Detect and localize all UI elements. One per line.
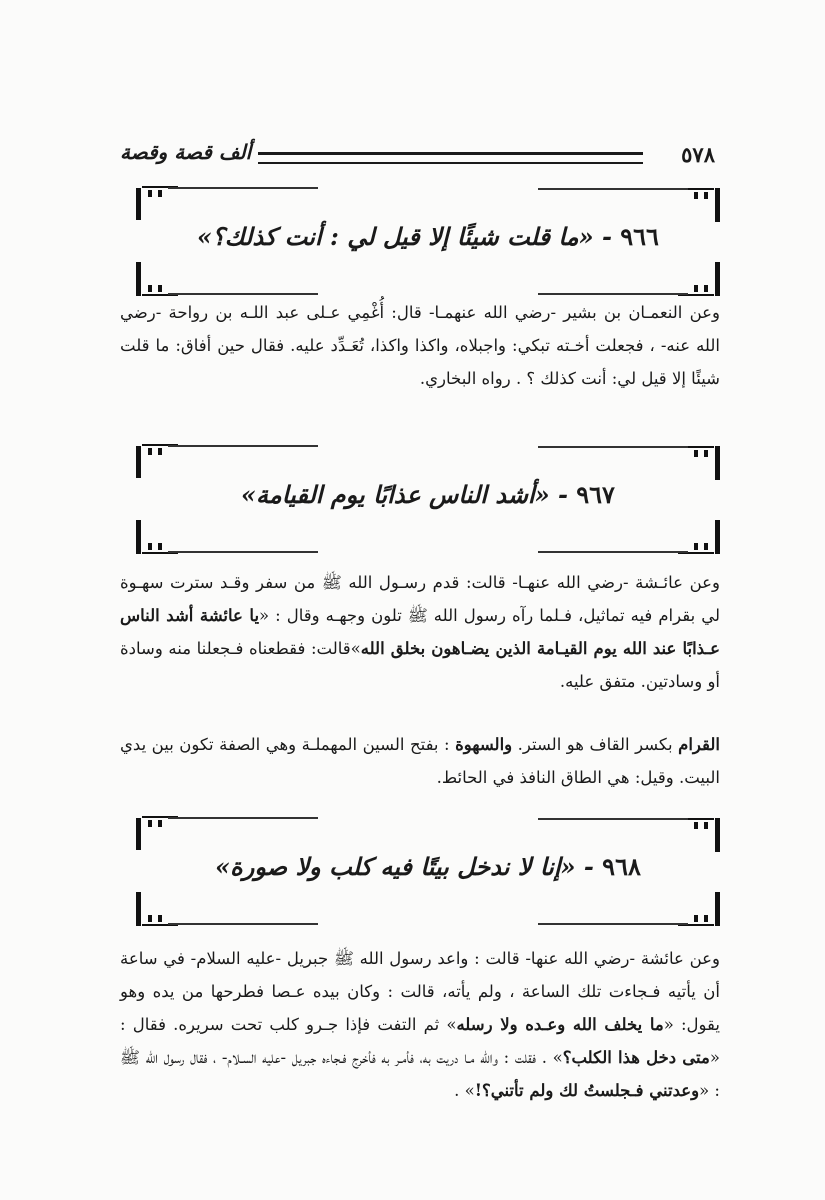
frame-corner-top-right (538, 812, 728, 854)
frame-corner-top-right (538, 440, 728, 482)
frame-corner-bottom-left (128, 888, 318, 930)
book-title: ألف قصة وقصة (120, 140, 252, 164)
header-rule (258, 152, 643, 164)
page-number: ٥٧٨ (681, 142, 715, 167)
text-run: وعن النعمـان بن بشير -رضي الله عنهمـا- قال: أُغْمِي عـلى عبد اللـه بن رواحة -رضي الله عنه- ، فجعلت أخـته تبكي: واجبلاه، واكذا واكذا، تُعَـدِّد عليه. فقال حين أفاق: ما قلت شيئًا إلا قيل لي: أنت كذلك ؟ . رواه البخاري. (120, 303, 720, 388)
emphasized-text: ما يخلف الله وعـده ولا رسله (456, 1015, 664, 1034)
text-run: » . (454, 1081, 475, 1100)
story-paragraph (120, 566, 720, 698)
story-title-frame (128, 182, 728, 300)
story-title-text: «ما قلت شيئًا إلا قيل لي : أنت كذلك؟» (197, 222, 594, 251)
story-title-frame (128, 440, 728, 558)
frame-corner-bottom-right (538, 258, 728, 300)
emphasized-text: والسهوة (455, 735, 513, 754)
frame-corner-top-left (128, 812, 318, 854)
story-title: ٩٦٧ - «أشد الناس عذابًا يوم القيامة» (241, 480, 615, 509)
story-paragraph (120, 296, 720, 395)
frame-corner-top-left (128, 182, 318, 224)
frame-corner-bottom-left (128, 258, 318, 300)
text-run: وعن عائشة -رضي الله عنها- قالت : واعد رسول الله ﷺ جبريل -عليه السلام- في ساعة أن يأتيه فـجاءت تلك الساعة ، ولم يأته، قالت : وكان بيده عـصا فطرحها من يده وهو يقول: « (120, 949, 720, 1034)
emphasized-text: يا عائشة أشد الناس عـذابًا عند الله يوم القيـامة الذين يضـاهون بخلق الله (120, 606, 720, 658)
emphasized-text: القرام (678, 735, 720, 754)
story-title: ٩٦٨ - «إنا لا ندخل بيتًا فيه كلب ولا صورة» (215, 852, 641, 881)
frame-corner-bottom-right (538, 516, 728, 558)
running-header (120, 140, 715, 174)
frame-corner-bottom-left (128, 516, 318, 558)
frame-corner-bottom-right (538, 888, 728, 930)
definition-paragraph (120, 728, 720, 794)
story-paragraph (120, 942, 720, 1107)
frame-corner-top-right (538, 182, 728, 224)
emphasized-text: متى دخل هذا الكلب؟ (562, 1048, 710, 1067)
story-number: ٩٦٦ (620, 222, 659, 251)
story-number: ٩٦٨ (602, 852, 641, 881)
story-number: ٩٦٧ (576, 480, 615, 509)
story-title-text: «أشد الناس عذابًا يوم القيامة» (241, 480, 550, 509)
story-title-text: «إنا لا ندخل بيتًا فيه كلب ولا صورة» (215, 852, 576, 881)
text-run: » ثم التفت فإذا جـرو كلب تحت سريره. فقال : « (120, 1015, 720, 1067)
emphasized-text: وعدتني فـجلستُ لك ولم تأتني؟! (474, 1081, 700, 1100)
frame-corner-top-left (128, 440, 318, 482)
story-title: ٩٦٦ - «ما قلت شيئًا إلا قيل لي : أنت كذلك؟» (197, 222, 659, 251)
text-run: » . فقلت : والله مـا دريت به، فأمـر به فأخرج فـجاءه جبريل -عليه السـلام- ، فقال رسول الله ﷺ : « (120, 1048, 720, 1100)
text-run: : بفتح السين المهملـة وهي الصفة تكون بين يدي البيت. وقيل: هي الطاق النافذ في الحائط. (120, 735, 720, 787)
story-title-frame (128, 812, 728, 930)
text-run: بكسر القاف هو الستر. (512, 735, 679, 754)
text-run: »قالت: فقطعناه فـجعلنا منه وسادة أو وسادتين. متفق عليه. (120, 639, 720, 691)
text-run: وعن عائـشة -رضي الله عنهـا- قالت: قدم رسـول الله ﷺ من سفر وقـد سترت سهـوة لي بقرام فيه تماثيل، فـلما رآه رسول الله ﷺ تلون وجهـه وقال : « (120, 573, 720, 625)
